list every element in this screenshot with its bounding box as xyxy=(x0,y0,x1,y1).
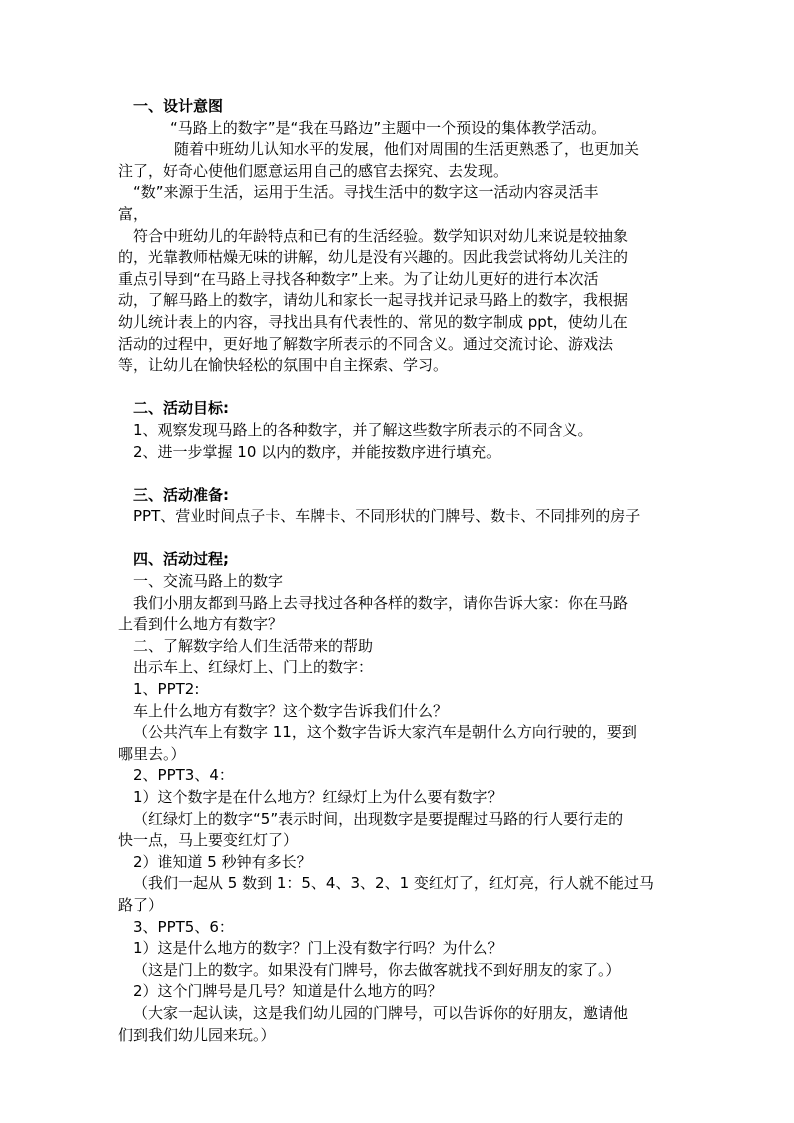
process-line: 快一点，马上要变红灯了） xyxy=(118,831,299,850)
process-line: 一、交流马路上的数字 xyxy=(133,572,284,591)
process-line: 路了） xyxy=(118,895,164,914)
paragraph-line: “马路上的数字”是“我在马路边”主题中一个预设的集体教学活动。 xyxy=(170,118,607,137)
spacer xyxy=(118,377,678,399)
process-line: （大家一起认读，这是我们幼儿园的门牌号，可以告诉你的好朋友，邀请他 xyxy=(133,1003,629,1022)
process-line: 哪里去。） xyxy=(118,744,186,763)
spacer xyxy=(118,528,678,550)
preparation-list: PPT、营业时间点子卡、车牌卡、不同形状的门牌号、数卡、不同排列的房子 xyxy=(133,507,641,526)
section-heading-activity-preparation: 三、活动准备: xyxy=(133,485,229,504)
paragraph-line: 活动的过程中，更好地了解数字所表示的不同含义。通过交流讨论、游戏法 xyxy=(118,334,614,353)
process-line: （这是门上的数字。如果没有门牌号，你去做客就找不到好朋友的家了。） xyxy=(133,960,621,979)
paragraph-line: “数”来源于生活，运用于生活。寻找生活中的数字这一活动内容灵活丰 xyxy=(133,183,599,202)
process-line: （公共汽车上有数字 11，这个数字告诉大家汽车是朝什么方向行驶的，要到 xyxy=(133,723,637,742)
process-line: 3、PPT5、6： xyxy=(133,917,234,936)
paragraph-line: 动，了解马路上的数字，请幼儿和家长一起寻找并记录马路上的数字，我根据 xyxy=(118,291,629,310)
process-line: 2）谁知道 5 秒钟有多长？ xyxy=(133,852,312,871)
process-line: 2）这个门牌号是几号？知道是什么地方的吗？ xyxy=(133,982,443,1001)
process-line: 二、了解数字给人们生活带来的帮助 xyxy=(133,636,374,655)
document-page xyxy=(118,96,678,1046)
process-line: 上看到什么地方有数字？ xyxy=(118,615,284,634)
paragraph-line: 幼儿统计表上的内容，寻找出具有代表性的、常见的数字制成 ppt，使幼儿在 xyxy=(118,312,628,331)
process-line: 1、PPT2: xyxy=(133,680,200,699)
spacer xyxy=(118,463,678,485)
section-heading-activity-process: 四、活动过程; xyxy=(133,550,229,569)
paragraph-line: 随着中班幼儿认知水平的发展，他们对周围的生活更熟悉了，也更加关 xyxy=(174,140,640,159)
section-heading-activity-goals: 二、活动目标: xyxy=(133,399,229,418)
paragraph-line: 的，光靠教师枯燥无味的讲解，幼儿是没有兴趣的。因此我尝试将幼儿关注的 xyxy=(118,248,629,267)
process-line: （红绿灯上的数字“5”表示时间，出现数字是要提醒过马路的行人要行走的 xyxy=(133,809,624,828)
process-line: （我们一起从 5 数到 1：5、4、3、2、1 变红灯了，红灯亮，行人就不能过马 xyxy=(133,874,654,893)
section-heading-design-intent: 一、设计意图 xyxy=(133,97,224,115)
process-line: 1）这个数字是在什么地方？红绿灯上为什么要有数字？ xyxy=(133,788,503,806)
process-line: 车上什么地方有数字？这个数字告诉我们什么？ xyxy=(133,701,449,720)
process-line: 出示车上、红绿灯上、门上的数字： xyxy=(133,658,374,677)
paragraph-line: 富， xyxy=(118,204,149,223)
paragraph-line: 注了，好奇心使他们愿意运用自己的感官去探究、去发现。 xyxy=(118,161,509,180)
goal-item: 1、观察发现马路上的各种数字，并了解这些数字所表示的不同含义。 xyxy=(133,420,593,439)
goal-item: 2、进一步掌握 10 以内的数序，并能按数序进行填充。 xyxy=(133,442,502,461)
process-line: 1）这是什么地方的数字？门上没有数字行吗？为什么？ xyxy=(133,939,503,958)
process-line: 2、PPT3、4： xyxy=(133,766,234,785)
paragraph-line: 等，让幼儿在愉快轻松的氛围中自主探索、学习。 xyxy=(118,356,449,375)
paragraph-line: 符合中班幼儿的年龄特点和已有的生活经验。数学知识对幼儿来说是较抽象 xyxy=(133,226,629,245)
process-line: 我们小朋友都到马路上去寻找过各种各样的数字，请你告诉大家：你在马路 xyxy=(133,593,629,612)
paragraph-line: 重点引导到“在马路上寻找各种数字”上来。为了让幼儿更好的进行本次活 xyxy=(118,269,599,288)
process-line: 们到我们幼儿园来玩。） xyxy=(118,1025,276,1044)
